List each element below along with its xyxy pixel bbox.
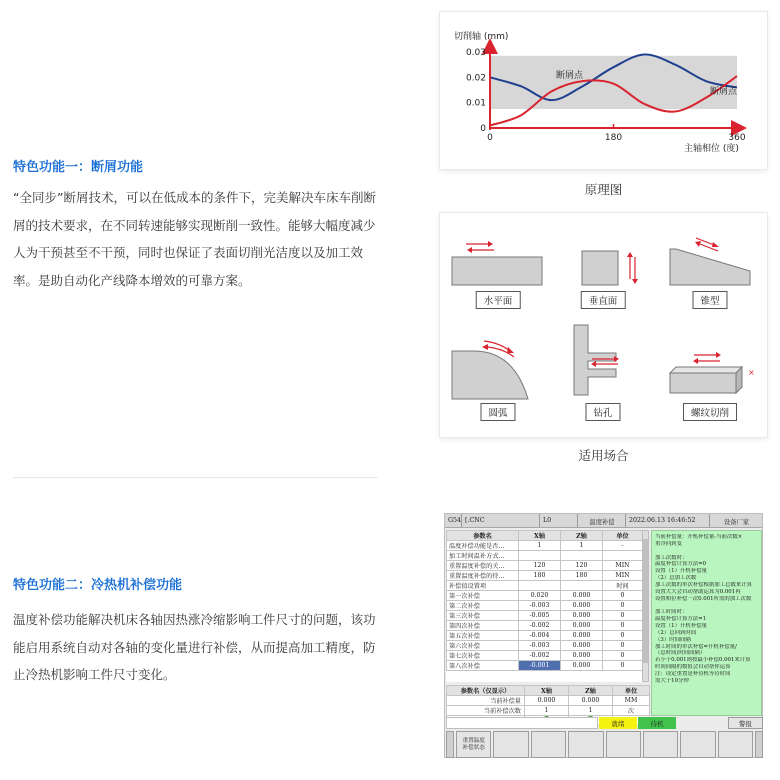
param-value-cell[interactable]: 0 <box>603 621 643 631</box>
scenario-taper <box>662 229 758 311</box>
param-value-cell[interactable]: -0.005 <box>519 611 561 621</box>
param-value-cell[interactable]: 0.000 <box>561 641 603 651</box>
scenario-label: 水平面 <box>476 291 521 309</box>
drilling-icon <box>558 323 648 403</box>
table-row[interactable] <box>447 591 643 601</box>
help-line <box>655 602 758 609</box>
param-value-cell[interactable]: -0.001 <box>519 661 561 671</box>
param-value-cell[interactable]: -0.002 <box>519 621 561 631</box>
param-name-cell: 第八次补偿 <box>447 661 519 671</box>
ready-indicator: 就绪 <box>599 717 637 729</box>
x-axis-label: 主轴相位 (度) <box>684 144 739 154</box>
param-name-cell: 加工时间温补方式… <box>447 551 519 561</box>
param-value-cell[interactable]: 180 <box>519 571 561 581</box>
help-line: 设置（1）开机补偿量 <box>655 622 707 629</box>
help-panel <box>651 530 762 716</box>
scenario-drilling <box>558 323 648 425</box>
param-value-cell[interactable]: 0 <box>603 611 643 621</box>
param-value-cell[interactable]: 0.000 <box>561 591 603 601</box>
param-value-cell[interactable]: 1 <box>561 541 603 551</box>
scenarios-panel <box>440 213 767 437</box>
svg-text:×: × <box>748 368 755 377</box>
flat-surface-icon <box>450 229 546 295</box>
param-value-cell[interactable]: -0.004 <box>519 631 561 641</box>
help-line: 温度补偿计算方法=0 <box>655 561 707 568</box>
param-name-cell: 第三次补偿 <box>447 611 519 621</box>
help-line: 温度补偿计算方法=1 <box>655 616 707 623</box>
param-value-cell[interactable]: 1 <box>519 541 561 551</box>
col-header: 参数名（仅显示） <box>447 686 525 696</box>
help-line: 加工次数的单次补偿根据加工总数来计算 <box>655 581 753 588</box>
param-value-cell[interactable]: 0 <box>603 661 643 671</box>
param-value-cell[interactable] <box>519 581 561 591</box>
softkey-3[interactable] <box>531 731 566 758</box>
help-line: 当前补偿量：开机补偿量-当前次数× <box>655 534 743 540</box>
param-value-cell[interactable]: - <box>603 541 643 551</box>
param-value-cell[interactable]: 0.000 <box>561 631 603 641</box>
scenario-label: 锥型 <box>692 291 727 309</box>
table-scrollbar[interactable] <box>642 530 649 682</box>
param-value-cell[interactable] <box>603 551 643 561</box>
y-axis-label: 切削轴 (mm) <box>454 32 509 42</box>
display-value-cell: 1 <box>525 706 569 716</box>
param-name-cell: 第五次补偿 <box>447 631 519 641</box>
display-value-cell: 0.000 <box>569 696 613 706</box>
param-value-cell[interactable]: 0 <box>603 651 643 661</box>
help-line: 设置大大会自动帮助运算为0.001再 <box>655 588 741 595</box>
col-header: 单位 <box>603 531 643 541</box>
help-line: （3）时间间隔 <box>655 636 691 643</box>
x-tick-label: 180 <box>604 133 623 143</box>
param-value-cell[interactable]: 时间 <box>603 581 643 591</box>
param-name-cell: 第六次补偿 <box>447 641 519 651</box>
help-line: 时间间隔的数值会自动帮你运算 <box>655 664 731 671</box>
vendor-label: 设备厂家 <box>723 519 750 526</box>
table-row[interactable] <box>447 551 643 561</box>
y-tick-label: 0.03 <box>465 48 486 58</box>
display-value-cell: MM <box>613 696 650 706</box>
vertical-surface-icon <box>558 229 648 295</box>
param-name-cell: 补偿值设置项 <box>447 581 519 591</box>
param-value-cell[interactable]: -0.002 <box>519 651 561 661</box>
scenario-label: 螺纹切削 <box>683 403 737 421</box>
scenario-label: 圆弧 <box>480 403 515 421</box>
help-line: 加工次数时： <box>655 554 688 561</box>
feature1-title: 特色功能一：断屑功能 <box>13 160 144 175</box>
table-row[interactable] <box>447 561 643 571</box>
feature2-title: 特色功能二：冷热机补偿功能 <box>13 578 183 593</box>
param-value-cell[interactable]: 120 <box>561 561 603 571</box>
feature2-body: 温度补偿功能解决机床各轴因热涨冷缩影响工件尺寸的问题，该功能启用系统自动对各轴的变化量进行补偿，从而提高加工精度，防止冷热机影响工件尺寸变化。 <box>13 612 376 682</box>
softkey-4[interactable] <box>568 731 603 758</box>
param-value-cell[interactable]: MIN <box>603 561 643 571</box>
softkey-6[interactable] <box>643 731 678 758</box>
param-value-cell[interactable] <box>519 551 561 561</box>
param-value-cell[interactable]: -0.003 <box>519 641 561 651</box>
table-row <box>447 696 650 706</box>
param-value-cell[interactable]: 0 <box>603 601 643 611</box>
coordinate-mode: G54 <box>445 514 462 527</box>
scenario-arc <box>450 333 546 425</box>
table-header <box>447 686 650 696</box>
message-field <box>446 717 598 729</box>
param-value-cell[interactable]: 180 <box>561 571 603 581</box>
col-header: 参数名 <box>447 531 519 541</box>
help-line: （2）总回到时间 <box>655 629 697 636</box>
scenario-label: 垂直面 <box>581 291 626 309</box>
param-value-cell[interactable] <box>561 551 603 561</box>
x-tick-label: 360 <box>728 133 746 143</box>
param-name-cell: 第七次补偿 <box>447 651 519 661</box>
scenario-vertical <box>558 229 648 311</box>
param-value-cell[interactable]: 120 <box>519 561 561 571</box>
softkey-reset-temperature-compensation[interactable]: 重置温度 补偿状态 <box>456 731 491 758</box>
col-header: Z轴 <box>569 686 613 696</box>
param-value-cell[interactable]: 0.000 <box>561 661 603 671</box>
param-value-cell[interactable]: 0.000 <box>561 621 603 631</box>
softkey-7[interactable] <box>680 731 715 758</box>
table-header <box>447 531 643 541</box>
softkey-8[interactable] <box>718 731 753 758</box>
standby-indicator: 待机 <box>638 717 676 729</box>
principle-caption: 原理图 <box>584 182 623 197</box>
principle-chart-panel <box>440 12 767 169</box>
alarm-button[interactable]: 警报 <box>728 717 763 729</box>
y-tick-label: 0.02 <box>465 73 486 84</box>
line-number: L0 <box>540 514 578 527</box>
datetime: 2022.06.13 16:46:52 <box>626 514 710 527</box>
table-row <box>447 706 650 716</box>
scenarios-caption: 适用场合 <box>578 448 629 463</box>
help-line: 需大于10分钟 <box>655 677 689 684</box>
chip-point-label-1: 断屑点 <box>556 71 584 81</box>
help-line: 加工时间时： <box>655 609 688 616</box>
param-value-cell[interactable]: 0.000 <box>561 651 603 661</box>
y-tick-label: 0 <box>480 124 486 134</box>
scenario-flat <box>450 229 546 311</box>
param-value-cell[interactable]: -0.003 <box>519 601 561 611</box>
table-row[interactable] <box>447 601 643 611</box>
softkey-2[interactable] <box>493 731 528 758</box>
help-line: （总时间/时间间隔） <box>655 650 706 657</box>
scenario-label: 钻孔 <box>585 403 620 421</box>
help-line: 注：设定重置是补待机等待时间 <box>655 670 731 677</box>
table-row[interactable] <box>447 641 643 651</box>
param-value-cell[interactable]: 0 <box>603 591 643 601</box>
param-name-cell: 第二次补偿 <box>447 601 519 611</box>
col-header: 单位 <box>613 686 650 696</box>
section-divider <box>13 477 378 478</box>
chip-point-label-2: 断屑点 <box>710 87 738 97</box>
parameter-table <box>446 530 642 682</box>
help-line: 重冷回到变 <box>655 540 682 547</box>
param-name-cell: 重置温度补偿的待… <box>447 571 519 581</box>
param-name-cell: 第一次补偿 <box>447 591 519 601</box>
table-row[interactable] <box>447 611 643 621</box>
cnc-top-bar <box>445 514 762 528</box>
help-line: 若小于0.001则按最小补偿0.001来计算 <box>655 657 751 664</box>
param-value-cell[interactable] <box>561 581 603 591</box>
param-value-cell[interactable]: 0.020 <box>519 591 561 601</box>
param-value-cell[interactable]: 0 <box>603 641 643 651</box>
screen-title: 温度补偿 <box>578 514 626 527</box>
softkey-edge <box>755 731 763 758</box>
taper-icon <box>662 229 758 295</box>
param-value-cell[interactable]: 0.000 <box>561 611 603 621</box>
display-value-cell: 1 <box>569 706 613 716</box>
table-row[interactable] <box>447 581 643 591</box>
softkey-bar <box>446 731 763 758</box>
cnc-temperature-compensation-screen <box>444 513 763 758</box>
display-value-cell: 0.000 <box>525 696 569 706</box>
program-name: [.CNC <box>462 514 540 527</box>
param-value-cell[interactable]: 0.000 <box>561 601 603 611</box>
table-row[interactable] <box>447 661 643 671</box>
help-line: （2）总加工次数 <box>655 575 697 582</box>
param-name-cell: 温度补偿功能是否… <box>447 541 519 551</box>
scenario-thread <box>662 333 758 425</box>
y-tick-label: 0.01 <box>465 98 486 109</box>
table-row[interactable] <box>447 621 643 631</box>
help-line <box>655 548 758 555</box>
status-spacer <box>677 717 727 729</box>
help-line: 设置（1）开机补偿量 <box>655 568 707 575</box>
softkey-edge <box>446 731 454 758</box>
param-value-cell[interactable]: 0 <box>603 631 643 641</box>
x-tick-label: 0 <box>487 133 493 143</box>
param-value-cell[interactable]: MIN <box>603 571 643 581</box>
param-name-cell: 重置温度补偿的关… <box>447 561 519 571</box>
table-row[interactable] <box>447 571 643 581</box>
table-row[interactable] <box>447 651 643 661</box>
param-name-cell: 第四次补偿 <box>447 621 519 631</box>
col-header: X轴 <box>525 686 569 696</box>
table-row[interactable] <box>447 631 643 641</box>
table-row[interactable] <box>447 541 643 551</box>
softkey-5[interactable] <box>606 731 641 758</box>
scrollbar-thumb[interactable] <box>643 539 648 663</box>
help-line: 加工时间的单次补偿=开机补偿量/ <box>655 643 737 650</box>
display-value-cell: 次 <box>613 706 650 716</box>
help-line: 设置相位补偿一次0.001所需的加工次数 <box>655 595 752 602</box>
col-header: Z轴 <box>561 531 603 541</box>
principle-chart <box>440 12 767 169</box>
display-name-cell: 当前补偿量 <box>447 696 525 706</box>
thread-cutting-icon <box>662 333 758 403</box>
col-header: X轴 <box>519 531 561 541</box>
display-name-cell: 当前补偿次数 <box>447 706 525 716</box>
feature1-body: “全同步”断屑技术，可以在低成本的条件下，完美解决车床车削断屑的技术要求，在不同转速能够实现断削一致性。能够大幅度减少人为干预甚至不干预，同时也保证了表面切削光洁度以及加工效率。是助自动化产线降本增效的可靠方案。 <box>13 190 376 288</box>
arc-icon <box>450 333 546 403</box>
status-bar <box>446 717 763 729</box>
